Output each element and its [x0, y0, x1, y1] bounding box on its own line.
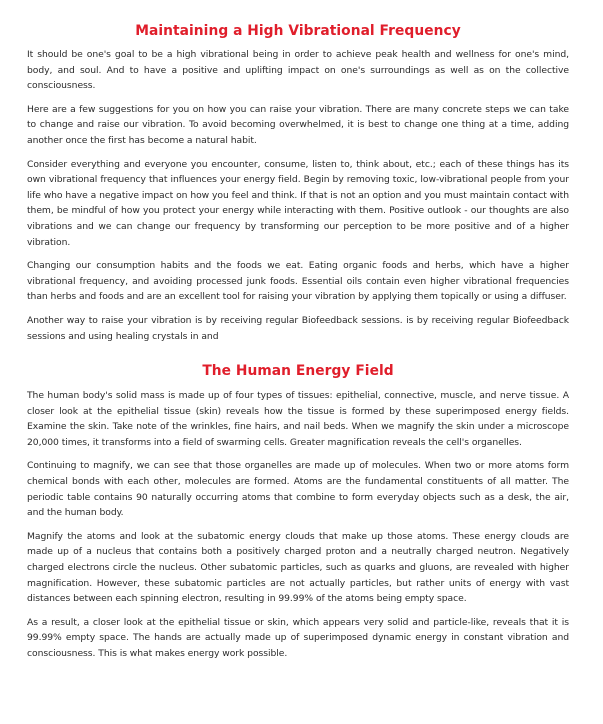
- paragraph-empty-space: As a result, a closer look at the epithelial tissue or skin, which appears very solid and particle-like, reveals that it is 99.99% empty space. The hands are actually made up of superimposed dynamic energy in constant vibration and consciousness. This is what makes energy work possible.: [27, 616, 569, 659]
- paragraph-biofeedback: Another way to raise your vibration is by receiving regular Biofeedback sessions. is by receiving regular Biofeedback sessions and using healing crystals in and: [27, 314, 569, 342]
- paragraph-consumption-habits: Changing our consumption habits and the foods we eat. Eating organic foods and herbs, which have a higher vibrational frequency, and avoiding processed junk foods. Essential oils contain even higher vibrational frequencies than herbs and foods and are an excellent tool for raising your vibration by applying them topically or using a diffuser.: [27, 260, 569, 303]
- section-heading-energy-field: The Human Energy Field: [202, 363, 394, 380]
- paragraph-molecules: Continuing to magnify, we can see that those organelles are made up of molecules. When two or more atoms form chemical bonds with each other, molecules are formed. Atoms are the fundamental constituents of all matter. The periodic table contains 90 naturally occurring atoms that combine to form everyday objects such as a desk, the air, and the human body.: [27, 460, 569, 519]
- paragraph-tissues: The human body's solid mass is made up of four types of tissues: epithelial, connective, muscle, and nerve tissue. A closer look at the epithelial tissue (skin) reveals how the tissue is formed by these superimposed energy fields. Examine the skin. Take note of the wrinkles, fine hairs, and nail beds. When we magnify the skin under a microscope 20,000 times, it transforms into a field of swarming cells. Greater magnification reveals the cell's organelles.: [27, 390, 569, 448]
- paragraph-atoms: Magnify the atoms and look at the subatomic energy clouds that make up those atoms. These energy clouds are made up of a nucleus that contains both a positively charged proton and a neutrally charged neutron. Negatively charged electrons circle the nucleus. Other subatomic particles, such as quarks and gluons, are revealed with higher magnification. However, these subatomic particles are not actually particles, but rather units of energy with vast distances between each spinning electron, resulting in 99.99% of the atoms being empty space.: [27, 530, 569, 605]
- paragraph-goal: It should be one's goal to be a high vibrational being in order to achieve peak health and wellness for one's mind, body, and soul. And to have a positive and uplifting impact on one's surroundings as well as on the collective consciousness.: [27, 49, 569, 92]
- paragraph-suggestions: Here are a few suggestions for you on how you can raise your vibration. There are many concrete steps we can take to change and raise our vibration. To avoid becoming overwhelmed, it is best to change one thing at a time, adding another once the first has become a natural habit.: [27, 103, 569, 146]
- section-heading-vibrational-frequency: Maintaining a High Vibrational Frequency: [135, 23, 461, 39]
- paragraph-consider-everything: Consider everything and everyone you encounter, consume, listen to, think about, etc.; each of these things has its own vibrational frequency that influences your energy field. Begin by removing toxic, low-vibrational people from your life who have a negative impact on how you feel and think. If that is not an option and you must maintain contact with them, be mindful of how you protect your energy while interacting with them. Positive outlook - our thoughts are also vibrations and we can change our frequency by transforming our perception to be more positive and of a higher vibration.: [27, 158, 569, 248]
